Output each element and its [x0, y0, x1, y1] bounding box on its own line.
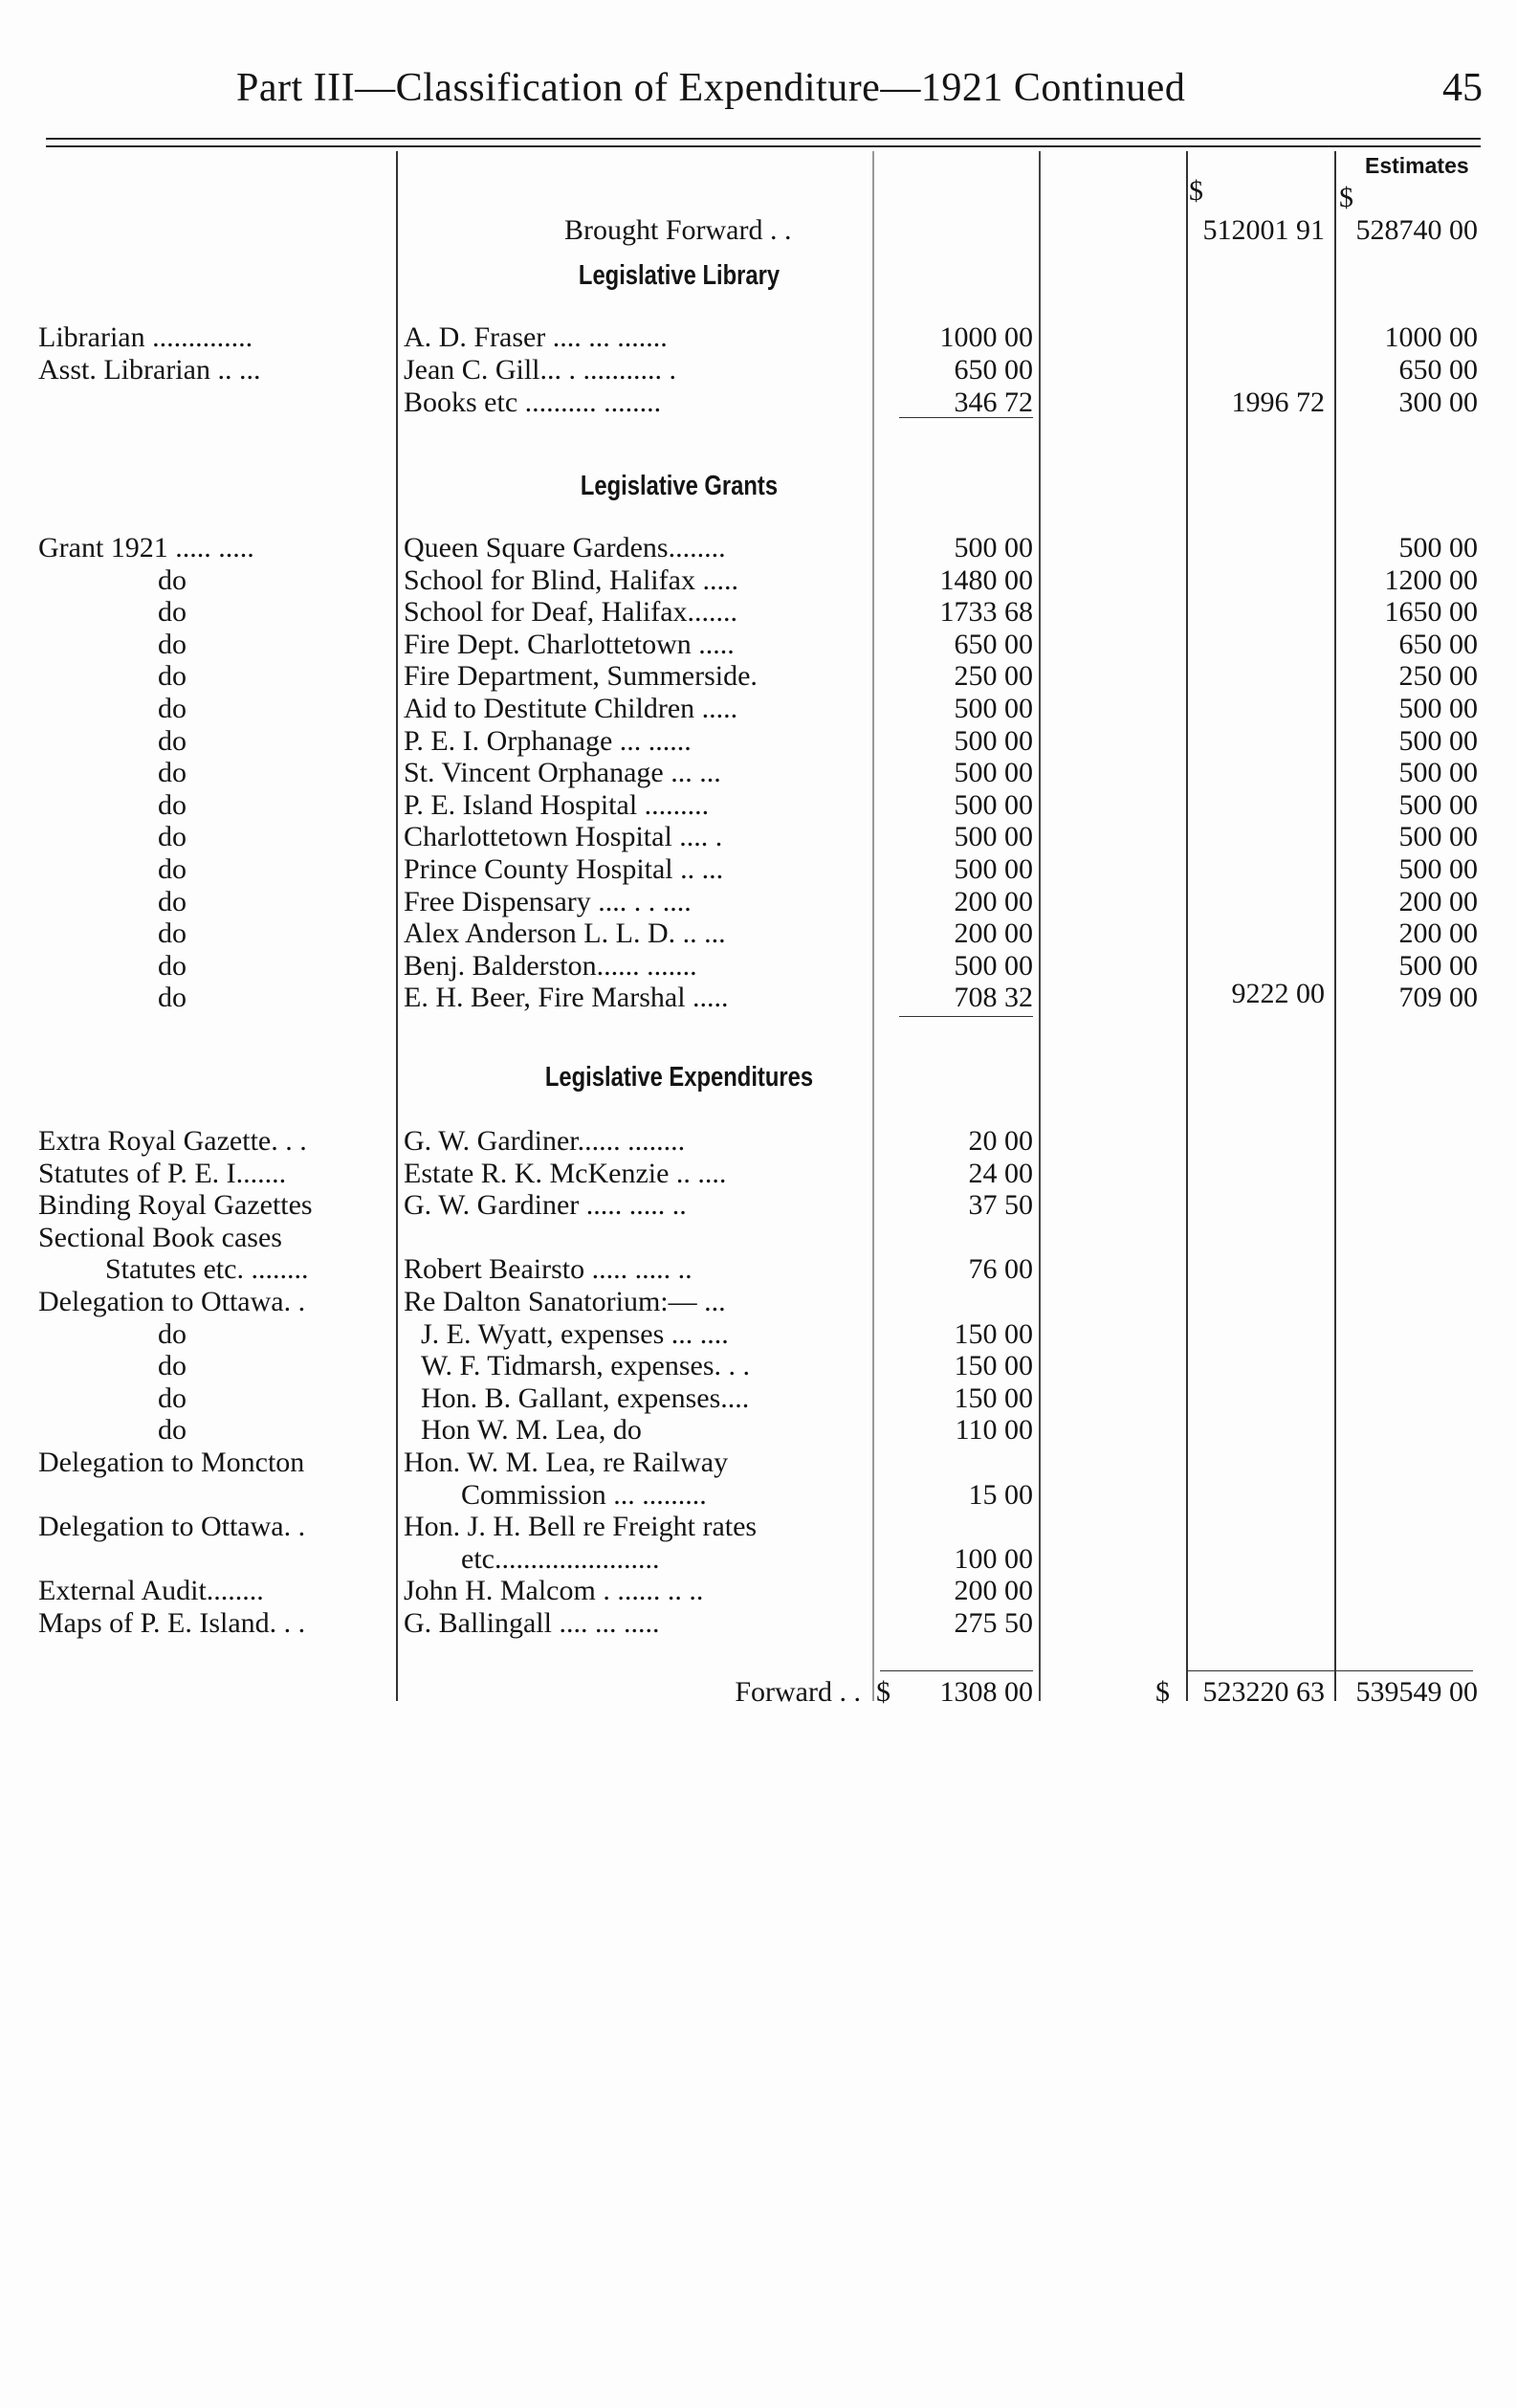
header-rule-bottom	[46, 145, 1481, 147]
table-row	[0, 1575, 1517, 1607]
row-estimate: 500 00	[1398, 853, 1478, 885]
section-heading-grants: Legislative Grants	[580, 471, 779, 501]
row-amount: 1480 00	[939, 563, 1033, 596]
row-item-label: Statutes etc. ........	[105, 1253, 309, 1286]
table-row	[0, 1125, 1517, 1158]
row-amount: 200 00	[954, 885, 1033, 917]
row-payee: Aid to Destitute Children .....	[404, 693, 738, 724]
table-row	[0, 1382, 1517, 1415]
row-estimate: 500 00	[1398, 788, 1478, 821]
table-row	[0, 1511, 1517, 1543]
row-item-label: do	[158, 821, 187, 853]
row-item-label: do	[158, 853, 187, 885]
row-estimate: 200 00	[1398, 885, 1478, 917]
row-item-label: do	[158, 724, 187, 757]
row-estimate: 500 00	[1398, 757, 1478, 789]
row-payee: Charlottetown Hospital .... .	[404, 821, 723, 853]
row-payee: Hon W. M. Lea, do	[421, 1414, 642, 1447]
row-payee: Fire Dept. Charlottetown .....	[404, 628, 735, 660]
row-amount: 150 00	[954, 1381, 1033, 1414]
row-estimate: 1000 00	[1384, 321, 1478, 353]
row-payee: E. H. Beer, Fire Marshal .....	[404, 982, 729, 1014]
grants-total: 9222 00	[1231, 978, 1325, 1009]
row-item-label: do	[158, 885, 187, 917]
brought-forward-label: Brought Forward . .	[564, 214, 792, 246]
row-item-label: Delegation to Ottawa. .	[38, 1511, 306, 1543]
row-amount: 500 00	[954, 693, 1033, 724]
row-amount: 500 00	[954, 788, 1033, 821]
row-amount: 150 00	[954, 1317, 1033, 1350]
section-heading-expenditures: Legislative Expenditures	[544, 1062, 814, 1093]
row-amount: 200 00	[954, 1575, 1033, 1607]
table-row	[0, 629, 1517, 661]
table-row	[0, 1350, 1517, 1382]
row-amount: 500 00	[954, 821, 1033, 853]
row-estimate: 650 00	[1398, 628, 1478, 660]
row-amount: 200 00	[954, 917, 1033, 950]
table-row	[0, 789, 1517, 822]
row-payee: J. E. Wyatt, expenses ... ....	[421, 1317, 729, 1350]
row-item-label: External Audit........	[38, 1575, 264, 1607]
row-item-label: Librarian ..............	[38, 321, 253, 353]
row-amount: 275 50	[954, 1607, 1033, 1639]
brought-forward-row	[0, 214, 1517, 247]
forward-total: 523220 63	[1202, 1676, 1325, 1708]
row-estimate: 650 00	[1398, 354, 1478, 386]
table-row	[0, 1414, 1517, 1447]
row-amount: 250 00	[954, 660, 1033, 693]
row-amount: 15 00	[968, 1478, 1033, 1511]
row-payee: P. E. I. Orphanage ... ......	[404, 724, 692, 757]
row-item-label: do	[158, 1414, 187, 1447]
row-payee: W. F. Tidmarsh, expenses. . .	[421, 1350, 751, 1382]
table-row	[0, 660, 1517, 693]
row-item-label: do	[158, 596, 187, 629]
row-payee: G. Ballingall .... ... .....	[404, 1607, 660, 1639]
row-item-label: do	[158, 757, 187, 789]
row-amount: 1733 68	[939, 596, 1033, 629]
table-row	[0, 564, 1517, 597]
row-payee: G. W. Gardiner ..... ..... ..	[404, 1189, 687, 1222]
forward-estimate: 539549 00	[1355, 1676, 1478, 1708]
row-estimate: 200 00	[1398, 917, 1478, 950]
table-row	[0, 1318, 1517, 1351]
row-estimate: 250 00	[1398, 660, 1478, 693]
table-row	[0, 886, 1517, 918]
row-payee: P. E. Island Hospital .........	[404, 788, 710, 821]
table-row	[0, 757, 1517, 789]
forward-label: Forward . .	[735, 1676, 861, 1708]
row-amount: 20 00	[968, 1125, 1033, 1157]
table-row	[0, 725, 1517, 758]
row-item-label: Statutes of P. E. I.......	[38, 1157, 287, 1189]
row-estimate: 500 00	[1398, 724, 1478, 757]
row-amount: 650 00	[954, 628, 1033, 660]
row-amount: 110 00	[955, 1414, 1033, 1447]
page-header	[0, 65, 1517, 122]
row-amount: 708 32	[954, 982, 1033, 1014]
row-amount: 100 00	[954, 1542, 1033, 1575]
row-amount: 500 00	[954, 757, 1033, 789]
brought-forward-estimate: 528740 00	[1355, 214, 1478, 246]
row-estimate: 500 00	[1398, 532, 1478, 563]
row-payee: Benj. Balderston...... .......	[404, 949, 697, 982]
row-payee: Commission ... .........	[461, 1478, 707, 1511]
table-row	[0, 1447, 1517, 1479]
table-row	[0, 1543, 1517, 1576]
brought-forward-total: 512001 91	[1202, 214, 1325, 246]
forward-row	[0, 1676, 1517, 1709]
table-row	[0, 917, 1517, 950]
row-item-label: Asst. Librarian .. ...	[38, 354, 261, 386]
row-amount: 150 00	[954, 1350, 1033, 1382]
row-payee: Fire Department, Summerside.	[404, 660, 758, 693]
row-item-label: do	[158, 1381, 187, 1414]
table-row	[0, 1222, 1517, 1254]
row-amount: 500 00	[954, 532, 1033, 563]
table-row	[0, 321, 1517, 354]
forward-amount: 1308 00	[939, 1676, 1033, 1708]
page-title: Part III—Classification of Expenditure—1921 Continued	[236, 66, 1186, 110]
row-payee: Alex Anderson L. L. D. .. ...	[404, 917, 726, 950]
row-item-label: do	[158, 917, 187, 950]
row-item-label: do	[158, 982, 187, 1014]
row-payee: St. Vincent Orphanage ... ...	[404, 757, 721, 789]
row-item-label: do	[158, 1317, 187, 1350]
row-amount: 500 00	[954, 949, 1033, 982]
row-item-label: Sectional Book cases	[38, 1221, 282, 1253]
row-payee: Re Dalton Sanatorium:— ...	[404, 1286, 726, 1317]
row-item-label: do	[158, 788, 187, 821]
row-amount: 24 00	[968, 1157, 1033, 1189]
forward-total-dollar: $	[1155, 1676, 1170, 1708]
row-payee: Jean C. Gill... . ........... .	[404, 354, 676, 386]
row-payee: Free Dispensary .... . . ....	[404, 885, 692, 917]
row-item-label: Extra Royal Gazette. . .	[38, 1125, 307, 1157]
row-estimate: 1200 00	[1384, 563, 1478, 596]
row-amount: 346 72	[954, 387, 1033, 418]
table-row	[0, 354, 1517, 387]
row-payee: G. W. Gardiner...... ........	[404, 1125, 686, 1157]
dollar-sign-estimate: $	[1339, 182, 1353, 213]
row-payee: Prince County Hospital .. ...	[404, 853, 724, 885]
row-payee: School for Deaf, Halifax.......	[404, 596, 738, 629]
row-item-label: do	[158, 693, 187, 724]
row-item-label: Binding Royal Gazettes	[38, 1189, 313, 1222]
row-payee: School for Blind, Halifax .....	[404, 563, 738, 596]
table-row	[0, 1158, 1517, 1190]
row-amount: 500 00	[954, 724, 1033, 757]
table-row	[0, 1607, 1517, 1640]
row-amount: 37 50	[968, 1189, 1033, 1222]
row-estimate: 709 00	[1398, 982, 1478, 1014]
row-payee: Hon. W. M. Lea, re Railway	[404, 1447, 729, 1478]
row-payee: Robert Beairsto ..... ..... ..	[404, 1253, 693, 1286]
row-payee: Hon. J. H. Bell re Freight rates	[404, 1511, 758, 1543]
row-amount: 76 00	[968, 1253, 1033, 1286]
row-item-label: do	[158, 563, 187, 596]
row-estimate: 500 00	[1398, 821, 1478, 853]
row-item-label: do	[158, 628, 187, 660]
row-item-label: do	[158, 660, 187, 693]
estimates-label: Estimates	[1365, 153, 1469, 178]
table-row	[0, 596, 1517, 629]
row-item-label: Grant 1921 ..... .....	[38, 532, 254, 563]
library-total: 1996 72	[1231, 387, 1325, 418]
table-row	[0, 1253, 1517, 1286]
table-row	[0, 1189, 1517, 1222]
table-row	[0, 1286, 1517, 1318]
table-row	[0, 693, 1517, 725]
table-row	[0, 853, 1517, 886]
header-rule-top	[46, 138, 1481, 140]
dollar-sign-total: $	[1189, 175, 1203, 207]
row-estimate: 300 00	[1398, 387, 1478, 418]
page-number: 45	[1442, 66, 1483, 110]
row-payee: etc.......................	[461, 1542, 660, 1575]
row-payee: A. D. Fraser .... ... .......	[404, 321, 668, 353]
row-amount: 1000 00	[939, 321, 1033, 353]
forward-total-rule	[1186, 1670, 1473, 1671]
row-amount: 500 00	[954, 853, 1033, 885]
table-row	[0, 532, 1517, 564]
forward-amount-rule	[880, 1670, 1033, 1671]
row-item-label: Delegation to Ottawa. .	[38, 1286, 306, 1317]
row-estimate: 1650 00	[1384, 596, 1478, 629]
grants-subtotal-rule	[899, 1016, 1033, 1017]
row-estimate: 500 00	[1398, 949, 1478, 982]
row-amount: 650 00	[954, 354, 1033, 386]
forward-dollar: $	[876, 1676, 890, 1708]
table-row	[0, 1479, 1517, 1512]
row-payee: Hon. B. Gallant, expenses....	[421, 1381, 750, 1414]
row-payee: Books etc .......... ........	[404, 387, 662, 418]
section-heading-library: Legislative Library	[578, 260, 780, 291]
row-item-label: do	[158, 1350, 187, 1382]
row-payee: Queen Square Gardens........	[404, 532, 726, 563]
row-payee: Estate R. K. McKenzie .. ....	[404, 1157, 727, 1189]
row-estimate: 500 00	[1398, 693, 1478, 724]
row-item-label: Maps of P. E. Island. . .	[38, 1607, 306, 1639]
row-payee: John H. Malcom . ...... .. ..	[404, 1575, 704, 1607]
library-subtotal-rule	[899, 417, 1033, 418]
row-item-label: Delegation to Moncton	[38, 1447, 305, 1478]
row-item-label: do	[158, 949, 187, 982]
table-row	[0, 821, 1517, 853]
